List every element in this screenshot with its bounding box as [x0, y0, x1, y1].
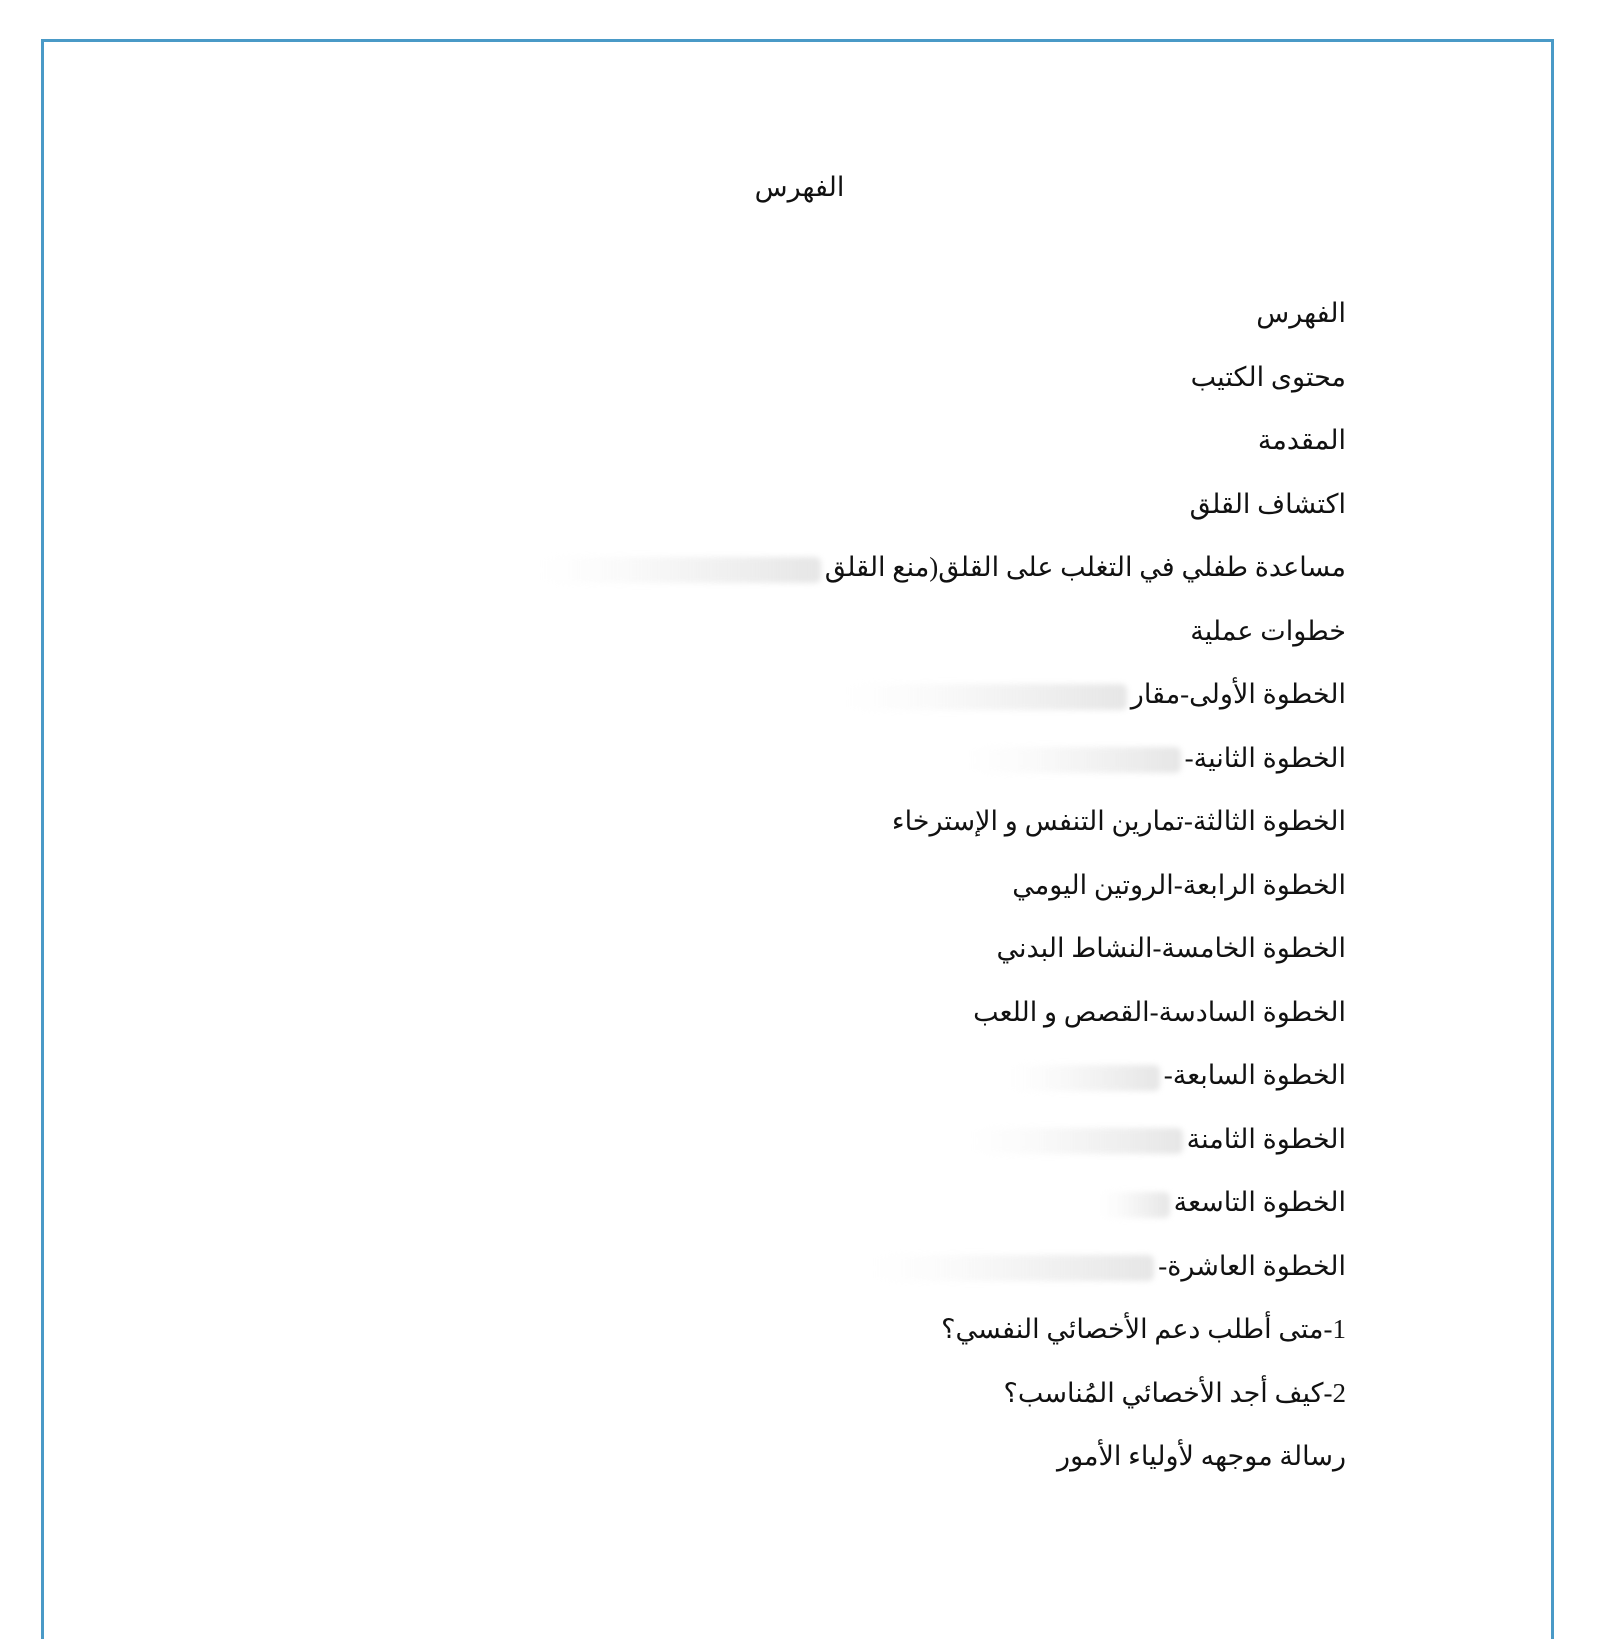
- toc-item: [541, 295, 1346, 359]
- toc-item-label: خطوات عملية: [1190, 615, 1346, 646]
- toc-item: [541, 613, 1346, 677]
- toc-item: [541, 1184, 1346, 1248]
- toc-item: [541, 676, 1346, 740]
- toc-item-label: الخطوة السابعة-: [1163, 1060, 1346, 1090]
- toc-item-label: 1-متى أطلب دعم الأخصائي النفسي؟: [941, 1314, 1346, 1344]
- toc-item: [541, 740, 1346, 804]
- toc-item: [541, 359, 1346, 423]
- toc-item-label: محتوى الكتيب: [1190, 361, 1346, 392]
- redacted-text-smudge: [541, 557, 821, 583]
- toc-item: [541, 1248, 1346, 1312]
- redacted-text-smudge: [971, 747, 1181, 773]
- toc-item: [541, 1375, 1346, 1439]
- toc-item: [541, 422, 1346, 486]
- toc-item: [541, 867, 1346, 931]
- toc-item: [541, 930, 1346, 994]
- toc-item: [541, 994, 1346, 1058]
- toc-item-label: الخطوة السادسة-القصص و اللعب: [973, 996, 1346, 1027]
- toc-item-label: الخطوة التاسعة: [1173, 1187, 1346, 1217]
- redacted-text-smudge: [1010, 1065, 1160, 1091]
- redacted-text-smudge: [847, 684, 1127, 710]
- toc-item-label: اكتشاف القلق: [1189, 488, 1346, 519]
- redacted-text-smudge: [874, 1255, 1154, 1281]
- page-title: الفهرس: [754, 172, 845, 202]
- toc-item-label: الخطوة الأولى-مقار: [1130, 679, 1346, 709]
- toc-item-label: الخطوة الثالثة-تمارين التنفس و الإسترخاء: [891, 806, 1346, 836]
- toc-item: [541, 486, 1346, 550]
- toc-item-label: الخطوة الرابعة-الروتين اليومي: [1012, 869, 1346, 900]
- toc-item-label: الخطوة العاشرة-: [1158, 1250, 1346, 1281]
- toc-item-label: الخطوة الثامنة: [1186, 1123, 1346, 1154]
- table-of-contents: [541, 295, 1346, 1502]
- redacted-text-smudge: [973, 1128, 1183, 1154]
- toc-item-label: 2-كيف أجد الأخصائي المُناسب؟: [1003, 1377, 1346, 1408]
- toc-item-label: الفهرس: [1256, 298, 1346, 328]
- toc-item-label: الخطوة الخامسة-النشاط البدني: [996, 933, 1346, 963]
- toc-item: [541, 1121, 1346, 1185]
- toc-item: [541, 1057, 1346, 1121]
- toc-item-label: المقدمة: [1257, 425, 1346, 455]
- toc-item: [541, 1438, 1346, 1502]
- toc-item-label: مساعدة طفلي في التغلب على القلق(منع القلق: [824, 552, 1346, 582]
- toc-item: [541, 803, 1346, 867]
- toc-item-label: رسالة موجهه لأولياء الأمور: [1057, 1441, 1346, 1471]
- toc-item: [541, 549, 1346, 613]
- redacted-text-smudge: [1100, 1192, 1170, 1218]
- toc-item: [541, 1311, 1346, 1375]
- toc-item-label: الخطوة الثانية-: [1184, 742, 1346, 773]
